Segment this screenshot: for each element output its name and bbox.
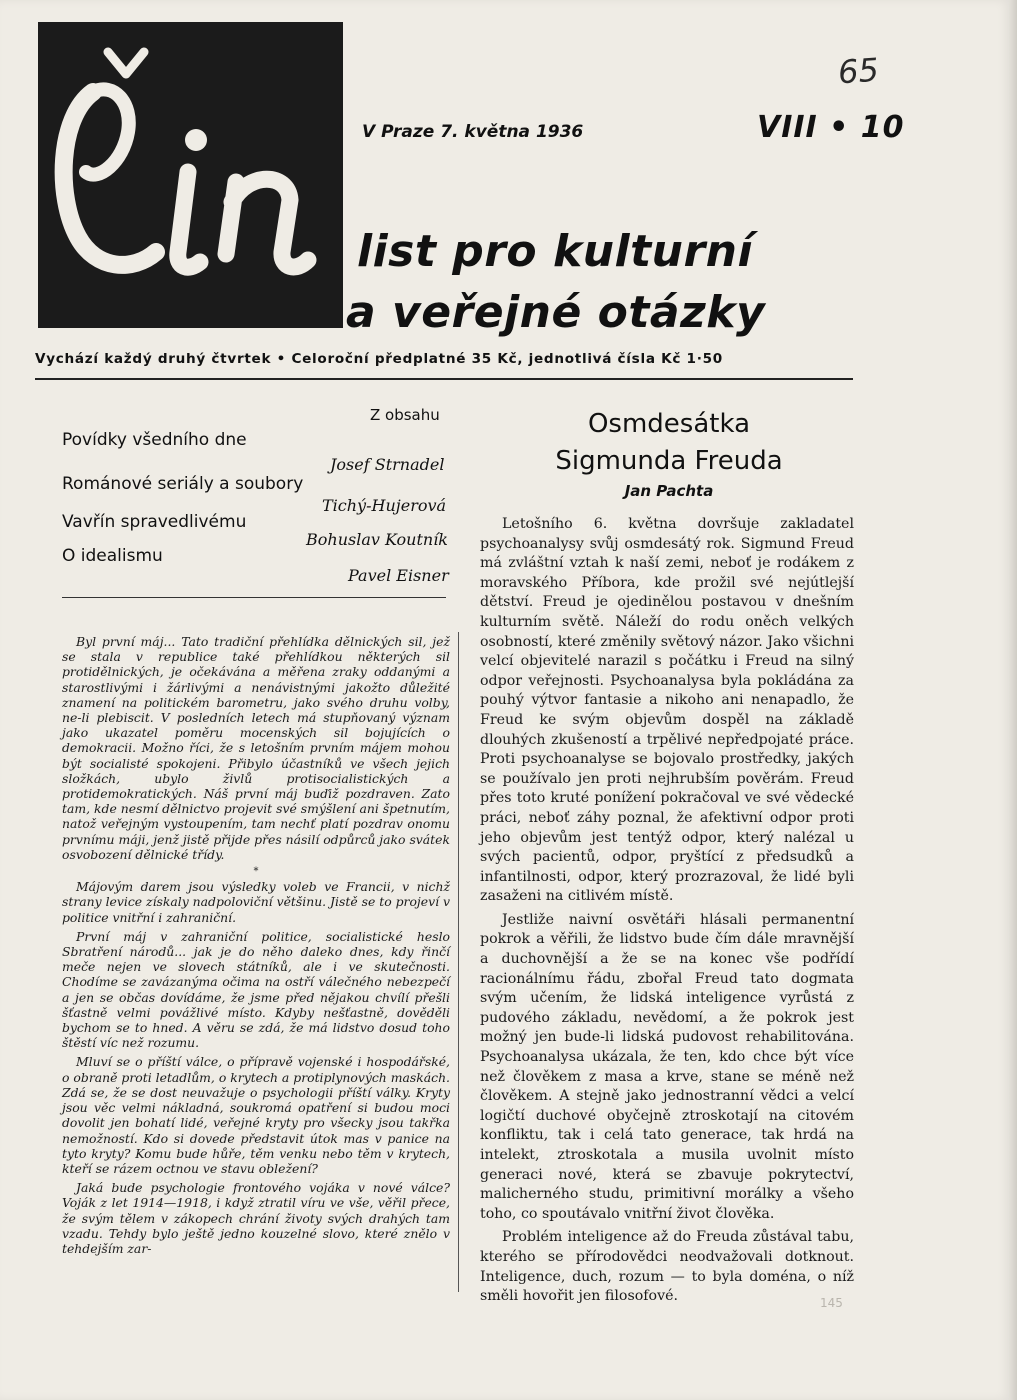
toc-item-author: Josef Strnadel — [330, 455, 445, 474]
toc-item-title: Románové seriály a soubory — [62, 474, 304, 494]
page-edge — [1009, 0, 1017, 1400]
toc-item-author: Pavel Eisner — [348, 566, 449, 585]
masthead-logo — [38, 22, 343, 328]
article-author: Jan Pachta — [624, 482, 714, 500]
toc-item-title: O idealismu — [62, 546, 163, 566]
contents-heading: Z obsahu — [370, 406, 440, 424]
page-mark: 145 — [820, 1296, 843, 1310]
issue-number: VIII • 10 — [757, 110, 905, 145]
editorial-paragraph: Byl první máj... Tato tradiční přehlídka dělnických sil, jež se stala v republice také přehlídkou některých sil protidělnických, je očekávána a měřena zraky oddanými a starostlivými i žárlivými a nenávistnými jakožto důležité znamení na politickém barometru, jako svého druhu volby, ne-li plebiscit. V posledních letech má stupňovaný význam jako ukazatel poměru mocenských sil bojujících o demokracii. Možno říci, že s letošním prvním májem mohou být socialisté spokojeni. Přibylo účastníků ve všech jejich složkách, ubylo živlů protisocialistických a protidemokratických. Náš první máj buďiž pozdraven. Zato tam, kde nesmí dělnictvo projevit své smýšlení ani špetnutím, natož veřejným vystoupením, tam nechť platí pozdrav onomu prvnímu máji, jenž jistě přijde přes násilí odpůrců jako svátek osvobození dělnické třídy. — [62, 634, 451, 862]
editorial-paragraph: První máj v zahraniční politice, socialistické heslo Sbratření národů... jak je do něho daleko dnes, kdy řinčí meče nejen ve slovech státníků, ale i ve skutečnosti. Chodíme se zavázanýma očima na ostří válečného nebezpečí a jen se občas dovídáme, že jsme před nějakou chvílí přešli šťastně velmi povážlivé místo. Kdyby nešťastně, dověděli bychom se to hned. A věru se zdá, že má lidstvo dosud toho štěstí víc než rozumu. — [62, 928, 450, 1051]
article-paragraph: Jestliže naivní osvětáři hlásali permanentní pokrok a věřili, že lidstvo bude čím dále mravnější a duchovnější a že se na konec vše podřídí racionálnímu řádu, zbořal Freud tato dogmata svým učením, že lidská inteligence vyrůstá z pudového základu, nevědomí, a že pokrok jest možný jen bude-li lidská pudovost rehabilitována. Psychoanalysa ukázala, že ten, kdo chce být více než člověkem z masa a krve, stane se méně než člověkem. A stejně jako jednostranní vědci a velcí logičtí duchové obyčejně ztroskotají na citovém konfliktu, tak i celá tato generace, tak hrdá na intelekt, ztroskotala a musila uvolnit místo generaci nové, která se zbavuje pokrytectví, malicherného studu, primitivní morálky a všeho toho, co spoutávalo vnitřní život člověka. — [480, 911, 854, 1222]
section-star: * — [253, 866, 259, 878]
toc-item-title: Povídky všedního dne — [62, 430, 247, 450]
article-title-line-2: Sigmunda Freuda — [555, 446, 783, 476]
contents-rule — [62, 597, 446, 598]
dateline: V Praze 7. května 1936 — [362, 122, 584, 142]
editorial-paragraph: Jaká bude psychologie frontového vojáka v nové válce? Voják z let 1914—1918, i když ztratil víru ve vše, věřil přece, že svým tělem v zákopech chrání životy svých drahých tam vzadu. Tehdy bylo ještě jedno kouzelné slovo, které znělo v tehdejším zar- — [62, 1180, 450, 1256]
handwritten-number: 65 — [836, 50, 880, 92]
logo-script-icon — [38, 22, 343, 328]
toc-item-author: Tichý-Hujerová — [322, 496, 447, 515]
article-title-line-1: Osmdesátka — [587, 409, 751, 439]
subtitle-line-2: a veřejné otázky — [346, 287, 766, 338]
subtitle-line-1: list pro kulturní — [357, 226, 754, 277]
article-paragraph: Problém inteligence až do Freuda zůstával tabu, kterého se přírodovědci neodvažovali dotknout. Inteligence, duch, rozum — to byla doména, o níž směli hovořit jen filosofové. — [480, 1229, 854, 1305]
masthead-rule — [35, 378, 853, 380]
editorial-column — [62, 634, 450, 1260]
editorial-paragraph: Májovým darem jsou výsledky voleb ve Francii, v nichž strany levice získaly nadpoloviční většinu. Jistě se to projeví v politice vnitřní i zahraniční. — [62, 879, 450, 925]
column-divider — [458, 632, 459, 1292]
article-body — [480, 515, 854, 1311]
editorial-paragraph: Mluví se o příští válce, o přípravě vojenské i hospodářské, o obraně proti letadlům, o krytech a protiplynových maskách. Zdá se, že se dost neuvažuje o psychologii příští války. Kryty jsou věc velmi nákladná, soukromá opatření si budou moci dovolit jen bohatí lidé, veřejné kryty pro všecky jsou takřka nemožností. Kdo si dovede představit útok mas v panice na tyto kryty? Komu bude hůře, těm venku nebo těm v krytech, kteří se rázem octnou ve stavu obležení? — [62, 1054, 450, 1176]
subscription-info: Vychází každý druhý čtvrtek • Celoroční předplatné 35 Kč, jednotlivá čísla Kč 1·50 — [35, 351, 723, 367]
toc-item-author: Bohuslav Koutník — [306, 530, 448, 549]
article-paragraph: Letošního 6. května dovršuje zakladatel psychoanalysy svůj osmdesátý rok. Sigmund Freud má zvláštní vztah k naší zemi, neboť je rodákem z moravského Příbora, kde prožil své nejútlejší dětství. Freud je ojedinělou postavou v dnešním kulturním světě. Náleží do rodu oněch velkých osobností, které změnily světový názor. Jako všichni velcí objevitelé narazil s počátku i Freud na silný odpor veřejnosti. Psychoanalysa byla pokládána za pouhý výtvor fantasie a nikoho ani nenapadlo, že Freud ke svým objevům dospěl na základě dlouhých zkušeností a trpělivé nepředpojaté práce. Proti psychoanalyse se bojovalo prostředky, jakých se používalo jen proti nejhrubším pověrám. Freud přes toto kruté ponížení pokračoval ve své vědecké práci, neboť záhy poznal, že afektivní odpor proti jeho objevům jest tentýž odpor, který nalézal u svých pacientů, odpor, pryštící z předsudků a infantilnosti, odpor, který prozrazoval, že lidé byli zasaženi na citlivém místě. — [480, 516, 854, 905]
toc-item-title: Vavřín spravedlivému — [62, 512, 247, 532]
